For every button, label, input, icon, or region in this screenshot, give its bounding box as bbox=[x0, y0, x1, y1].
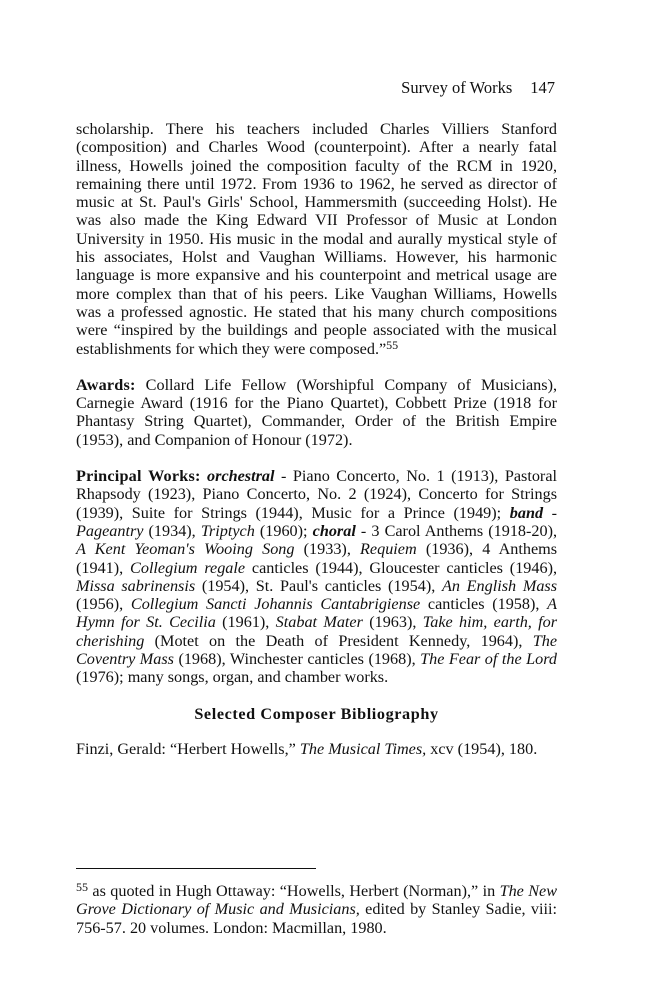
work-title: Collegium Sancti Johannis Cantabrigiense bbox=[130, 595, 421, 614]
bibliography-journal: The Musical Times, bbox=[299, 739, 427, 758]
footnote-reference: 55 bbox=[386, 337, 399, 352]
works-text: canticles (1958), bbox=[427, 595, 540, 614]
bibliography-author: Finzi, Gerald: “Herbert Howells,” bbox=[76, 739, 296, 758]
work-title: The Coventry Mass bbox=[76, 631, 558, 669]
footnote bbox=[76, 882, 557, 937]
footnote-divider bbox=[76, 868, 316, 869]
page-number: 147 bbox=[530, 78, 555, 97]
work-title: Triptych bbox=[200, 521, 255, 540]
main-text bbox=[76, 120, 557, 758]
works-text: (1976); many songs, organ, and chamber works. bbox=[76, 668, 389, 687]
band-label: band bbox=[509, 503, 544, 522]
work-title: Requiem bbox=[360, 540, 417, 559]
work-title: Stabat Mater bbox=[275, 613, 363, 632]
running-title: Survey of Works bbox=[401, 78, 513, 97]
work-title: A Hymn for St. Cecilia bbox=[76, 595, 558, 632]
work-title: An English Mass bbox=[441, 576, 558, 595]
running-header bbox=[401, 78, 555, 98]
awards-label: Awards: bbox=[76, 375, 136, 394]
work-title: A Kent Yeoman's Wooing Song bbox=[76, 540, 295, 559]
works-text: (1960); bbox=[259, 521, 308, 540]
work-title: Collegium regale bbox=[130, 558, 246, 577]
work-title: Missa sabrinensis bbox=[76, 576, 196, 595]
work-title: Take him, earth, for cherishing bbox=[76, 613, 558, 650]
work-title: The Fear of the Lord bbox=[420, 650, 557, 669]
bibliography-entry bbox=[76, 740, 557, 758]
bibliography-details: xcv (1954), 180. bbox=[430, 739, 538, 758]
works-text: (1963), bbox=[369, 613, 417, 632]
footnote-title: The New Grove Dictionary of Music and Musicians, bbox=[76, 882, 558, 919]
footnote-details: edited by Stanley Sadie, viii: 756-57. 20 volumes. London: Macmillan, 1980. bbox=[76, 900, 557, 937]
bibliography-heading: Selected Composer Bibliography bbox=[194, 704, 439, 723]
works-text: (Motet on the Death of President Kennedy, 1964), bbox=[154, 631, 523, 650]
works-text: (1968), Winchester canticles (1968), bbox=[178, 650, 416, 669]
footnote-text: as quoted in Hugh Ottaway: “Howells, Herbert (Norman),” in bbox=[92, 882, 496, 900]
works-text: canticles (1944), Gloucester canticles (1946), bbox=[251, 558, 558, 577]
work-title: Pageantry bbox=[76, 521, 144, 540]
footnote-number: 55 bbox=[76, 880, 88, 894]
works-text: (1956), bbox=[76, 595, 124, 614]
works-text: - bbox=[551, 503, 558, 522]
works-text: (1933), bbox=[303, 540, 351, 559]
works-text: (1936), 4 Anthems (1941), bbox=[76, 540, 558, 577]
awards-text: Collard Life Fellow (Worshipful Company of Musicians), Carnegie Award (1916 for the Piano Quartet), Cobbett Prize (1918 for Phantasy String Quartet), Commander, Order of the British Empire (1953), and Companion of Honour (1972). bbox=[76, 375, 558, 449]
biography-paragraph bbox=[76, 120, 557, 358]
biography-text: scholarship. There his teachers included Charles Villiers Stanford (composition) and Charles Wood (counterpoint). After a nearly fatal illness, Howells joined the composition faculty of the RCM in 1920, remaining there until 1972. From 1936 to 1962, he served as director of music at St. Paul's Girls' School, Hammersmith (succeeding Holst). He was also made the King Edward VII Professor of Music at London University in 1950. His music in the modal and aurally mystical style of his associates, Holst and Vaughan Williams. However, his harmonic language is more expansive and his counterpoint and metrical usage are more complex than that of his peers. Like Vaughan Williams, Howells was a professed agnostic. He stated that his many church compositions were “inspired by the buildings and people associated with the musical establishments for which they were composed.” bbox=[76, 120, 557, 358]
works-text: - 3 Carol Anthems (1918-20), bbox=[360, 521, 558, 540]
awards-paragraph bbox=[76, 376, 557, 449]
orchestral-label: orchestral bbox=[207, 467, 275, 486]
works-text: (1954), St. Paul's canticles (1954), bbox=[201, 576, 436, 595]
principal-works-label: Principal Works: bbox=[76, 467, 201, 486]
works-text: (1961), bbox=[222, 613, 270, 632]
principal-works-paragraph bbox=[76, 467, 557, 687]
choral-label: choral bbox=[312, 521, 356, 540]
works-text: - Piano Concerto, No. 1 (1913), Pastoral Rhapsody (1923), Piano Concerto, No. 2 (1924), Concerto for Strings (1939), Suite for Strings (1944), Music for a Prince (1949); bbox=[76, 467, 557, 522]
works-text: (1934), bbox=[148, 521, 196, 540]
